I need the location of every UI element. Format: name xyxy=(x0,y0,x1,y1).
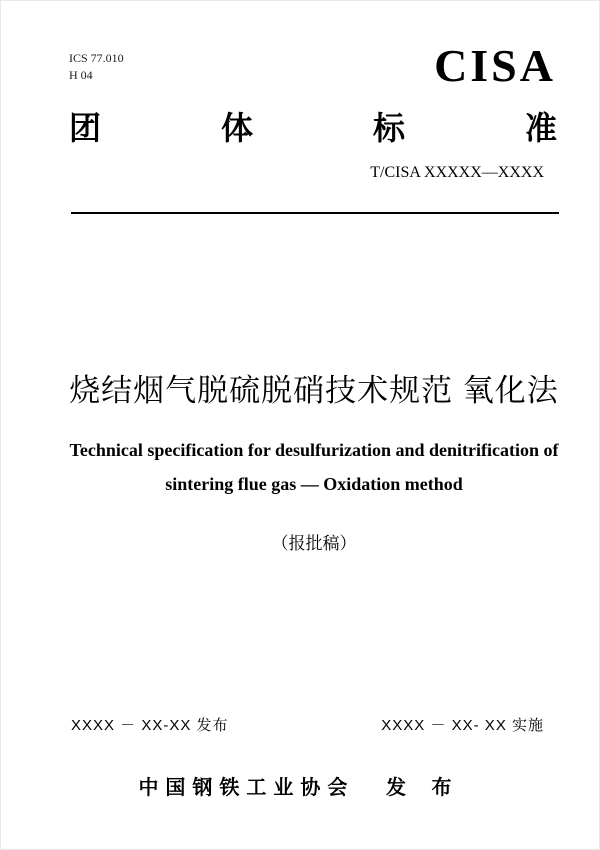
dates-row xyxy=(71,714,544,735)
ics-code: ICS 77.010 xyxy=(69,51,124,65)
header-divider-line xyxy=(71,212,559,214)
title-english-line2: sintering flue gas — Oxidation method xyxy=(165,474,463,494)
publisher-name: 中国钢铁工业协会 xyxy=(138,777,355,799)
draft-status-note: （报批稿） xyxy=(271,534,357,553)
standard-type-title xyxy=(69,109,557,147)
ics-classification-block xyxy=(69,50,124,84)
standard-type-char-4: 准 xyxy=(524,110,557,146)
publisher-row xyxy=(1,771,599,800)
standard-type-char-1: 团 xyxy=(69,110,102,146)
cisa-logo: CISA xyxy=(434,40,556,91)
doc-class-code: H 04 xyxy=(69,68,93,82)
standard-type-char-3: 标 xyxy=(372,110,405,146)
title-english-line1: Technical specification for desulfurization and denitrification of xyxy=(69,440,559,460)
implementation-date: XXXX － XX- XX 实施 xyxy=(381,717,544,734)
publish-label: 发 布 xyxy=(386,777,462,799)
standard-number: T/CISA XXXXX—XXXX xyxy=(370,164,544,181)
title-block xyxy=(29,373,599,554)
standard-type-char-2: 体 xyxy=(220,110,253,146)
title-chinese: 烧结烟气脱硫脱硝技术规范 氧化法 xyxy=(69,373,559,408)
issue-date: XXXX － XX-XX 发布 xyxy=(71,717,229,734)
